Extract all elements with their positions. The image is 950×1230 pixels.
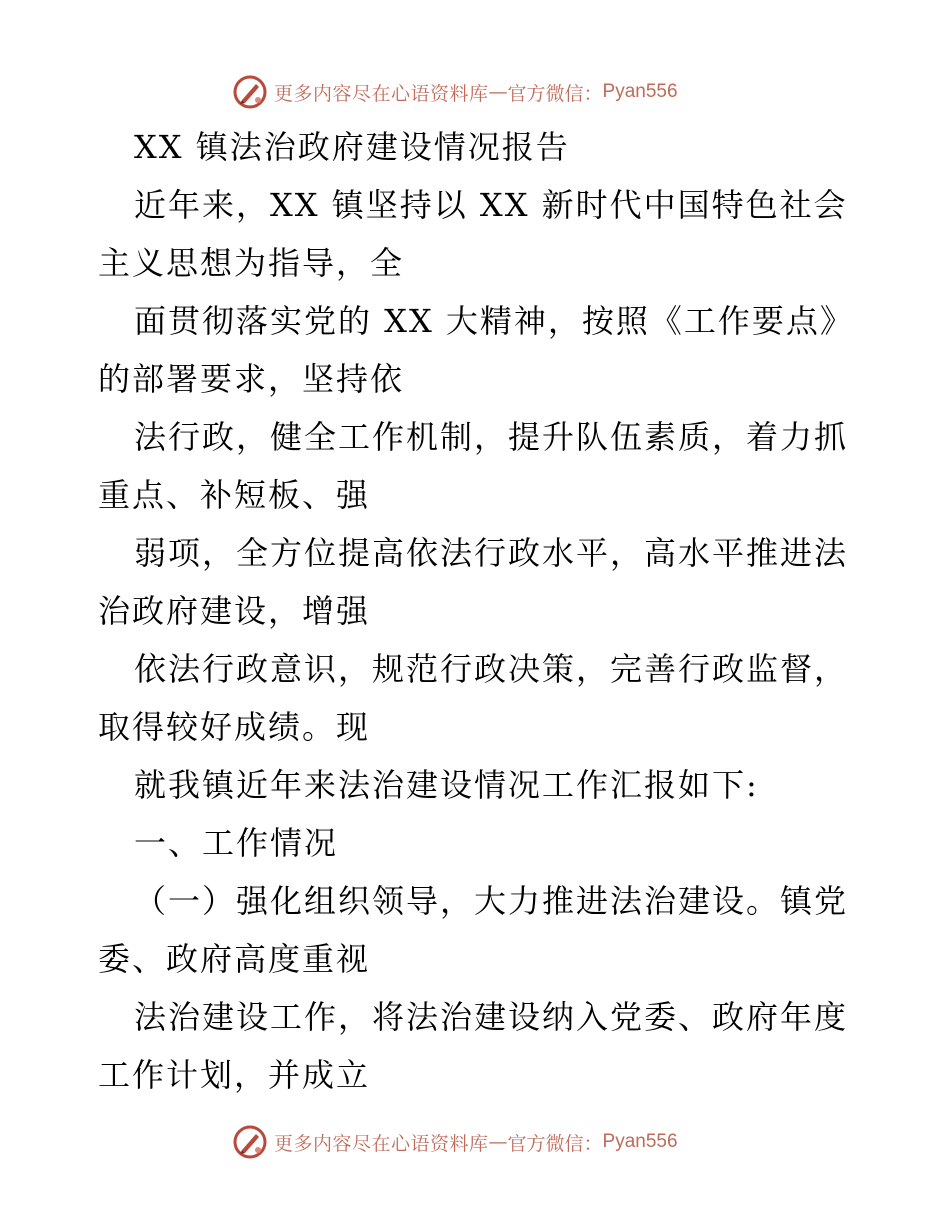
text-line: 主义思想为指导，全 (98, 244, 405, 282)
subsection-heading: （一）强化组织领导，大力推进法治建设。镇党 (134, 882, 849, 920)
text-line: 就我镇近年来法治建设情况工作汇报如下: (134, 766, 759, 804)
text-line: 法行政，健全工作机制，提升队伍素质，着力抓 (134, 418, 849, 456)
watermark-separator: — (488, 1131, 508, 1153)
text-line: 委、政府高度重视 (98, 940, 371, 978)
watermark-official-label: 官方微信： (507, 1132, 603, 1155)
watermark-official-label: 官方微信： (507, 82, 603, 105)
text-line: 法治建设工作，将法治建设纳入党委、政府年度 (134, 998, 849, 1036)
watermark-text: 更多内容尽在心语资料库 (274, 82, 489, 105)
document-title: XX 镇法治政府建设情况报告 (134, 128, 570, 166)
watermark-banner-bottom (232, 1122, 752, 1162)
text-line: 工作计划，并成立 (98, 1056, 371, 1094)
watermark-banner-top (232, 72, 752, 112)
watermark-wechat-id: Pyan556 (602, 81, 678, 102)
text-line: 取得较好成绩。现 (98, 708, 371, 746)
text-line: 近年来，XX 镇坚持以 XX 新时代中国特色社会 (134, 186, 848, 224)
section-heading: 一、工作情况 (134, 824, 339, 862)
watermark-text: 更多内容尽在心语资料库 (274, 1132, 489, 1155)
text-line: 重点、补短板、强 (98, 476, 371, 514)
pen-logo-icon (232, 74, 268, 110)
text-line: 面贯彻落实党的 XX 大精神，按照《工作要点》 (134, 302, 854, 340)
watermark-separator: — (488, 81, 508, 103)
text-line: 治政府建设，增强 (98, 592, 371, 630)
text-line: 的部署要求，坚持依 (98, 360, 405, 398)
text-line: 弱项，全方位提高依法行政水平，高水平推进法 (134, 534, 849, 572)
watermark-wechat-id: Pyan556 (602, 1131, 678, 1152)
pen-logo-icon (232, 1124, 268, 1160)
text-line: 依法行政意识，规范行政决策，完善行政监督， (134, 650, 849, 688)
